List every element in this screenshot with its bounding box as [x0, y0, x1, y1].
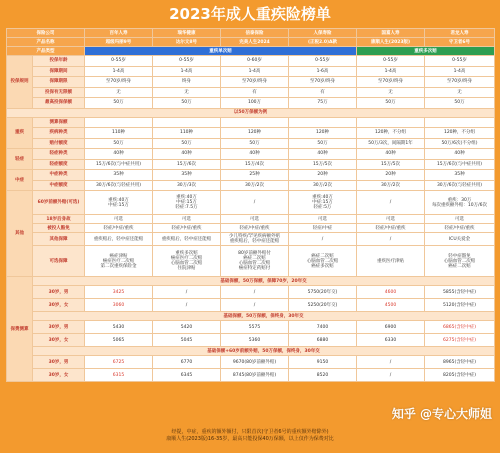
premium-cell: /: [221, 286, 289, 299]
premium-cell: 8205(含轻中症): [425, 369, 495, 382]
group-label-premium: 保费测算: [7, 277, 33, 382]
value-cell: 重疾：30万 每次重疾额外赔：10万/6次: [425, 191, 495, 215]
company-name: 百年人寿: [85, 29, 153, 38]
watermark: 知乎 @专心大师姐: [391, 407, 492, 421]
value-cell: 至70岁/终身: [85, 77, 153, 88]
type-multi-claim: 重疾多次赔: [357, 47, 495, 56]
value-cell: 50万: [221, 138, 289, 149]
core-row: [7, 138, 495, 149]
page-title: 2023年成人重疾险榜单: [169, 5, 331, 23]
banner-row: [7, 108, 495, 117]
premium-cell: 5045: [153, 334, 221, 347]
value-cell: 50万: [425, 98, 495, 109]
premium-cell: /: [357, 356, 425, 369]
value-cell: [153, 117, 221, 128]
fee-male-row: [7, 356, 495, 369]
value-cell: 重疾:40万 中症:15万 轻症:7.5万: [153, 191, 221, 215]
group-label-critical: 重疾: [7, 117, 33, 149]
row-label: 测算保额: [33, 117, 85, 128]
value-cell: 25种: [221, 170, 289, 181]
extra-row: [7, 246, 495, 277]
core-row: [7, 159, 495, 170]
row-label-female: 30岁，女: [33, 334, 85, 347]
group-label-moderate: 中症: [7, 170, 33, 191]
value-cell: 无: [425, 87, 495, 98]
value-cell: [85, 117, 153, 128]
value-cell: ICU关爱金: [425, 233, 495, 246]
premium-cell: 8745(80岁前额外赔): [221, 369, 289, 382]
premium-cell: 9150: [289, 356, 357, 369]
extra-row: [7, 215, 495, 224]
premium-cell: 5750(20年交): [289, 286, 357, 299]
invest-row: [7, 98, 495, 109]
value-cell: 至70岁/终身: [221, 77, 289, 88]
premium-cell: 3425: [85, 286, 153, 299]
header-product-label: 产品名称: [7, 38, 85, 47]
group-label-invest: 投保规则: [7, 56, 33, 109]
company-name: 信泰保险: [221, 29, 289, 38]
footnote-line-2: 康顺人生(2023版)16-35岁，最高只能投保40万保额，以上仅作为保费对比: [166, 436, 334, 442]
row-label: 赔付额度: [33, 138, 85, 149]
row-label: 中症额度: [33, 180, 85, 191]
row-label: 保障期间: [33, 66, 85, 77]
value-cell: 0-55岁: [85, 56, 153, 67]
product-name: (正税2.0)A款: [289, 38, 357, 47]
value-cell: /: [357, 191, 425, 215]
invest-row: [7, 66, 495, 77]
group-label-mild: 轻症: [7, 149, 33, 170]
value-cell: 轻症/中症: [289, 224, 357, 233]
invest-row: [7, 56, 495, 67]
premium-cell: 9670(80岁前额外赔): [221, 356, 289, 369]
value-cell: 重疾:40万 中症:15万 轻症:5万: [289, 191, 357, 215]
premium-cell: 8520: [289, 369, 357, 382]
row-label-female: 30岁，女: [33, 369, 85, 382]
value-cell: 50万: [357, 98, 425, 109]
fee-male-row: [7, 286, 495, 299]
row-label-female: 30岁，女: [33, 299, 85, 312]
value-cell: 40种: [357, 149, 425, 160]
value-cell: 有: [221, 87, 289, 98]
value-cell: 可选: [85, 215, 153, 224]
header-company-row: [7, 29, 495, 38]
header-type-row: [7, 47, 495, 56]
value-cell: 40种: [153, 149, 221, 160]
value-cell: 可选: [153, 215, 221, 224]
value-cell: 轻症/中症/重疾: [153, 224, 221, 233]
value-cell: 终身: [153, 77, 221, 88]
row-label: 可选保障: [33, 246, 85, 277]
row-label: 60岁前额外赔(可选): [33, 191, 85, 215]
invest-row: [7, 77, 495, 88]
value-cell: /: [289, 233, 357, 246]
row-label: 疾病种类: [33, 128, 85, 139]
fee-banner: 基础保额+60岁前额外赔，50万保额，保终身，30年交: [33, 347, 495, 356]
row-label: 中症种类: [33, 170, 85, 181]
value-cell: 轻症/中症/重疾: [85, 224, 153, 233]
value-cell: 15万/6次: [153, 159, 221, 170]
extra-row: [7, 224, 495, 233]
value-cell: 无: [357, 87, 425, 98]
fee-female-row: [7, 369, 495, 382]
fee-banner: 基础保额，50万保额，保障70岁，20年交: [33, 277, 495, 286]
value-cell: 少儿特疾/罕见疾病额外赔 重疾赔后，轻中症还能赔: [221, 233, 289, 246]
premium-cell: 6900: [357, 321, 425, 334]
premium-cell: 5360: [221, 334, 289, 347]
value-cell: 15万/5次: [289, 159, 357, 170]
value-cell: 重疾赔后，轻中症还能赔: [153, 233, 221, 246]
premium-cell: 5420: [153, 321, 221, 334]
banner-core: 以50万保额为例: [7, 108, 495, 117]
row-label: 最高投保保额: [33, 98, 85, 109]
premium-cell: 6865(含轻中症): [425, 321, 495, 334]
fee-male-row: [7, 321, 495, 334]
premium-cell: 5575: [221, 321, 289, 334]
row-label-male: 30岁，男: [33, 321, 85, 334]
premium-cell: 7400: [289, 321, 357, 334]
value-cell: 重疾医疗津贴: [357, 246, 425, 277]
premium-cell: 6315: [85, 369, 153, 382]
core-row: [7, 180, 495, 191]
value-cell: 至70岁/终身: [289, 77, 357, 88]
value-cell: /: [357, 233, 425, 246]
row-label: 18岁后身故: [33, 215, 85, 224]
row-label: 其他保障: [33, 233, 85, 246]
value-cell: 15万/6次(与中症共用): [425, 159, 495, 170]
value-cell: 0-55岁: [357, 56, 425, 67]
premium-cell: 5430: [85, 321, 153, 334]
company-name: 国富人寿: [357, 29, 425, 38]
value-cell: 120种: [221, 128, 289, 139]
row-label: 轻症种类: [33, 149, 85, 160]
value-cell: 35种: [425, 170, 495, 181]
value-cell: 50万/3次，间隔期1年: [357, 138, 425, 149]
premium-cell: 4600: [357, 286, 425, 299]
core-row: [7, 128, 495, 139]
footnote-line-1: 经提，中症，重疾的额外额付，只限首次(守卫者6号的重疾额外赔除外): [171, 429, 329, 435]
value-cell: 30万/2次: [221, 180, 289, 191]
row-label: 投保有无限额: [33, 87, 85, 98]
product-name: 完美人生2024: [221, 38, 289, 47]
invest-row: [7, 87, 495, 98]
footnote: [0, 429, 500, 443]
value-cell: 1-6高: [289, 66, 357, 77]
product-name: 达尔文8号: [153, 38, 221, 47]
value-cell: 100万: [221, 98, 289, 109]
premium-cell: 6770: [153, 356, 221, 369]
row-label: 投保年龄: [33, 56, 85, 67]
value-cell: 50万: [289, 138, 357, 149]
product-name: 康顺人生(2023版): [357, 38, 425, 47]
value-cell: 至70岁/终身: [425, 77, 495, 88]
row-label: 被投人豁免: [33, 224, 85, 233]
premium-cell: /: [221, 299, 289, 312]
header-company-label: 保险公司: [7, 29, 85, 38]
value-cell: 120种，不分组: [357, 128, 425, 139]
value-cell: 可选: [289, 215, 357, 224]
value-cell: 40种: [289, 149, 357, 160]
value-cell: 1-4高: [357, 66, 425, 77]
comparison-table: [6, 28, 495, 382]
value-cell: 重疾:40万 中症:15万: [85, 191, 153, 215]
value-cell: 30万/6次(与轻症共用): [425, 180, 495, 191]
company-name: 君龙人寿: [425, 29, 495, 38]
fee-banner-row: [7, 277, 495, 286]
premium-cell: /: [153, 286, 221, 299]
premium-cell: /: [153, 299, 221, 312]
value-cell: [221, 117, 289, 128]
value-cell: 30万/2次: [357, 180, 425, 191]
core-row: [7, 117, 495, 128]
value-cell: 50万: [153, 98, 221, 109]
premium-cell: 3060: [85, 299, 153, 312]
value-cell: 40种: [221, 149, 289, 160]
value-cell: 20种: [289, 170, 357, 181]
value-cell: 重疾多次赔 癌症医疗二次赔 心脑血管二次赔 住院津贴: [153, 246, 221, 277]
value-cell: 0-55岁: [153, 56, 221, 67]
product-name: 超级玛丽9号: [85, 38, 153, 47]
premium-cell: 6880: [289, 334, 357, 347]
row-label-male: 30岁，男: [33, 286, 85, 299]
value-cell: 可选: [357, 215, 425, 224]
value-cell: 无: [153, 87, 221, 98]
value-cell: 0-60岁: [221, 56, 289, 67]
extra-row: [7, 233, 495, 246]
value-cell: 40种: [425, 149, 495, 160]
value-cell: 轻症/中症/重疾: [425, 224, 495, 233]
value-cell: 50万: [85, 138, 153, 149]
value-cell: 0-55岁: [289, 56, 357, 67]
value-cell: 50万: [153, 138, 221, 149]
premium-cell: 5250(20年交): [289, 299, 357, 312]
premium-cell: 5065: [85, 334, 153, 347]
value-cell: /: [221, 191, 289, 215]
extra-row: [7, 191, 495, 215]
value-cell: 0-55岁: [425, 56, 495, 67]
value-cell: 120种，不分组: [425, 128, 495, 139]
product-name: 守卫者6号: [425, 38, 495, 47]
value-cell: 可选: [221, 215, 289, 224]
group-label-other: 其他: [7, 191, 33, 277]
premium-cell: 6330: [357, 334, 425, 347]
premium-cell: 4500: [357, 299, 425, 312]
value-cell: 癌症津贴 癌症医疗二次赔 第二次重疾保险金: [85, 246, 153, 277]
value-cell: 可选: [425, 215, 495, 224]
value-cell: 15万/6次(与中症共用): [85, 159, 153, 170]
value-cell: 30万/3次: [153, 180, 221, 191]
header-type-label: 产品类型: [7, 47, 85, 56]
fee-banner: 基础保额，50万保额，保终身，30年交: [33, 312, 495, 321]
header-product-row: [7, 38, 495, 47]
value-cell: 35种: [153, 170, 221, 181]
value-cell: 无: [85, 87, 153, 98]
core-row: [7, 170, 495, 181]
type-single-claim: 重疾单次赔: [85, 47, 357, 56]
value-cell: [425, 117, 495, 128]
value-cell: 癌症二次赔 心脑血管二次赔 癌症多次赔: [289, 246, 357, 277]
value-cell: 40种: [85, 149, 153, 160]
fee-female-row: [7, 334, 495, 347]
premium-cell: 6345: [153, 369, 221, 382]
value-cell: 30万/6次(与轻症共用): [85, 180, 153, 191]
value-cell: 20种: [357, 170, 425, 181]
value-cell: 110种: [85, 128, 153, 139]
company-name: 人保寿险: [289, 29, 357, 38]
premium-cell: 5120(含轻中症): [425, 299, 495, 312]
core-row: [7, 149, 495, 160]
fee-banner-row: [7, 312, 495, 321]
fee-female-row: [7, 299, 495, 312]
value-cell: 1-4高: [85, 66, 153, 77]
value-cell: 50万/6次(不分组): [425, 138, 495, 149]
value-cell: 75万: [289, 98, 357, 109]
value-cell: [357, 117, 425, 128]
row-label: 轻症额度: [33, 159, 85, 170]
value-cell: 35种: [85, 170, 153, 181]
value-cell: 1-4高: [425, 66, 495, 77]
premium-cell: 5855(含轻中症): [425, 286, 495, 299]
value-cell: 轻中症豁免 心脑血管二次赔 癌症二次赔: [425, 246, 495, 277]
row-label-male: 30岁，男: [33, 356, 85, 369]
value-cell: 1-4高: [153, 66, 221, 77]
row-label: 保障期限: [33, 77, 85, 88]
value-cell: 至70岁/终身: [357, 77, 425, 88]
value-cell: 1-4高: [221, 66, 289, 77]
premium-cell: 6275(含轻中症): [425, 334, 495, 347]
value-cell: 50万: [85, 98, 153, 109]
premium-cell: /: [357, 369, 425, 382]
value-cell: 轻症/中症/重疾: [357, 224, 425, 233]
value-cell: 有: [289, 87, 357, 98]
value-cell: 110种: [153, 128, 221, 139]
premium-cell: 8965(含轻中症): [425, 356, 495, 369]
value-cell: 重疾赔后，轻中症还能赔: [85, 233, 153, 246]
value-cell: 80岁前额外赔付 癌症二次赔 心脑血管二次赔 癌症特定药赔付: [221, 246, 289, 277]
fee-banner-row: [7, 347, 495, 356]
premium-cell: 6725: [85, 356, 153, 369]
value-cell: 轻症/中症/重疾: [221, 224, 289, 233]
value-cell: 30万/2次: [289, 180, 357, 191]
company-name: 瑞华健康: [153, 29, 221, 38]
value-cell: [289, 117, 357, 128]
value-cell: 15万/5次: [357, 159, 425, 170]
value-cell: 120种: [289, 128, 357, 139]
value-cell: 15万/4次: [221, 159, 289, 170]
